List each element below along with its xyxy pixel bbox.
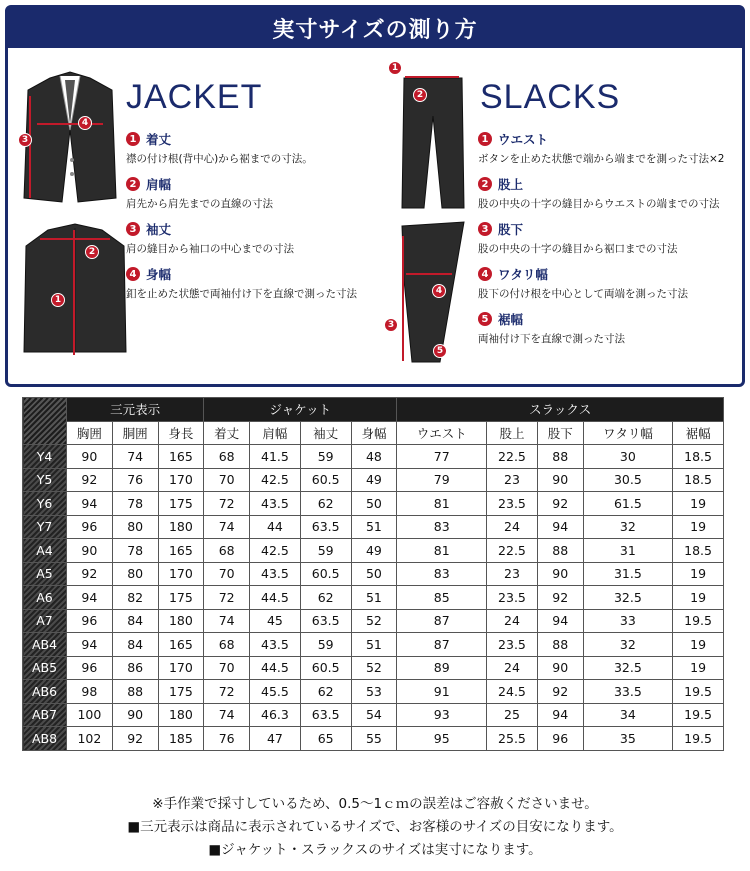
- table-cell: 88: [112, 680, 158, 704]
- jacket-item: [126, 265, 357, 301]
- column-header: ウエスト: [397, 421, 487, 445]
- table-cell: 19: [673, 656, 724, 680]
- table-cell: 51: [351, 515, 397, 539]
- slacks-side-marker-3: 5: [433, 344, 447, 358]
- table-cell: 170: [158, 562, 204, 586]
- table-cell: 100: [67, 703, 113, 727]
- table-cell: 92: [537, 680, 583, 704]
- table-cell: 30: [583, 445, 673, 469]
- table-cell: 83: [397, 515, 487, 539]
- table-cell: 23: [487, 468, 538, 492]
- table-cell: 59: [300, 445, 351, 469]
- size-table: [22, 397, 724, 751]
- slacks-front-marker-1: 1: [388, 61, 402, 75]
- table-cell: 74: [204, 703, 250, 727]
- table-cell: 35: [583, 727, 673, 751]
- table-cell: 89: [397, 656, 487, 680]
- size-label: AB8: [23, 727, 67, 751]
- table-cell: 32.5: [583, 586, 673, 610]
- table-cell: 93: [397, 703, 487, 727]
- table-row: [23, 609, 724, 633]
- table-cell: 88: [537, 539, 583, 563]
- table-cell: 94: [537, 515, 583, 539]
- item-description: 肩先から肩先までの直線の寸法: [126, 198, 273, 210]
- table-cell: 62: [300, 492, 351, 516]
- table-cell: 180: [158, 703, 204, 727]
- table-cell: 54: [351, 703, 397, 727]
- column-header: 股上: [487, 421, 538, 445]
- slacks-item: [478, 265, 724, 301]
- item-description: 釦を止めた状態で両袖付け下を直線で測った寸法: [126, 288, 357, 300]
- jacket-title: JACKET: [126, 78, 263, 116]
- table-group-header-row: [23, 398, 724, 422]
- table-cell: 55: [351, 727, 397, 751]
- table-row: [23, 468, 724, 492]
- jacket-back-icon: [20, 220, 130, 358]
- table-cell: 60.5: [300, 562, 351, 586]
- table-cell: 44.5: [250, 586, 301, 610]
- table-cell: 180: [158, 609, 204, 633]
- size-label: AB5: [23, 656, 67, 680]
- item-name: 肩幅: [146, 177, 172, 192]
- group-header: ジャケット: [204, 398, 397, 422]
- size-label: A5: [23, 562, 67, 586]
- table-cell: 19.5: [673, 703, 724, 727]
- column-header: 裾幅: [673, 421, 724, 445]
- table-cell: 34: [583, 703, 673, 727]
- table-row: [23, 703, 724, 727]
- table-cell: 92: [537, 492, 583, 516]
- item-number-badge: 4: [478, 267, 492, 281]
- item-description: 肩の縫目から袖口の中心までの寸法: [126, 243, 294, 255]
- item-name: 着丈: [146, 132, 172, 147]
- table-cell: 175: [158, 680, 204, 704]
- table-cell: 18.5: [673, 468, 724, 492]
- size-label: Y7: [23, 515, 67, 539]
- table-cell: 83: [397, 562, 487, 586]
- table-cell: 61.5: [583, 492, 673, 516]
- table-cell: 175: [158, 492, 204, 516]
- table-cell: 22.5: [487, 445, 538, 469]
- table-cell: 165: [158, 539, 204, 563]
- column-header: 袖丈: [300, 421, 351, 445]
- table-cell: 68: [204, 445, 250, 469]
- table-cell: 43.5: [250, 492, 301, 516]
- table-cell: 82: [112, 586, 158, 610]
- slacks-title: SLACKS: [480, 78, 621, 116]
- table-cell: 80: [112, 515, 158, 539]
- table-cell: 90: [67, 539, 113, 563]
- item-description: 股下の付け根を中心として両端を測った寸法: [478, 288, 688, 300]
- slacks-front-marker-2: 2: [413, 88, 427, 102]
- table-cell: 76: [112, 468, 158, 492]
- table-row: [23, 492, 724, 516]
- table-cell: 23: [487, 562, 538, 586]
- table-cell: 32.5: [583, 656, 673, 680]
- table-cell: 96: [67, 656, 113, 680]
- slacks-front-icon: [398, 76, 468, 211]
- table-cell: 76: [204, 727, 250, 751]
- table-cell: 98: [67, 680, 113, 704]
- table-cell: 96: [67, 609, 113, 633]
- jacket-back-marker-2: 1: [51, 293, 65, 307]
- column-header: 股下: [537, 421, 583, 445]
- item-description: 股の中央の十字の縫目からウエストの端までの寸法: [478, 198, 720, 210]
- table-row: [23, 727, 724, 751]
- slacks-side-marker-1: 4: [432, 284, 446, 298]
- table-cell: 74: [112, 445, 158, 469]
- table-cell: 165: [158, 445, 204, 469]
- column-header: 肩幅: [250, 421, 301, 445]
- guide-title: 実寸サイズの測り方: [8, 8, 742, 48]
- jacket-item: [126, 220, 357, 256]
- table-cell: 74: [204, 515, 250, 539]
- table-cell: 59: [300, 539, 351, 563]
- table-cell: 23.5: [487, 586, 538, 610]
- table-cell: 90: [67, 445, 113, 469]
- jacket-items: [126, 130, 357, 310]
- table-cell: 46.3: [250, 703, 301, 727]
- item-description: ボタンを止めた状態で端から端までを測った寸法×2: [478, 153, 725, 165]
- table-row: [23, 680, 724, 704]
- table-cell: 62: [300, 680, 351, 704]
- jacket-front-marker-2: 4: [78, 116, 92, 130]
- column-header: 身長: [158, 421, 204, 445]
- table-cell: 32: [583, 515, 673, 539]
- size-label: AB7: [23, 703, 67, 727]
- jacket-back-marker-1: 2: [85, 245, 99, 259]
- table-cell: 24.5: [487, 680, 538, 704]
- table-row: [23, 445, 724, 469]
- table-cell: 31: [583, 539, 673, 563]
- table-cell: 90: [537, 468, 583, 492]
- table-cell: 70: [204, 468, 250, 492]
- table-cell: 170: [158, 468, 204, 492]
- table-cell: 84: [112, 609, 158, 633]
- table-cell: 41.5: [250, 445, 301, 469]
- table-cell: 25: [487, 703, 538, 727]
- item-number-badge: 4: [126, 267, 140, 281]
- table-cell: 180: [158, 515, 204, 539]
- table-cell: 94: [537, 703, 583, 727]
- size-label: Y4: [23, 445, 67, 469]
- table-cell: 33.5: [583, 680, 673, 704]
- table-cell: 88: [537, 633, 583, 657]
- table-cell: 78: [112, 539, 158, 563]
- item-name: ワタリ幅: [498, 267, 548, 282]
- table-cell: 63.5: [300, 703, 351, 727]
- table-cell: 77: [397, 445, 487, 469]
- column-header: 身幅: [351, 421, 397, 445]
- table-cell: 22.5: [487, 539, 538, 563]
- group-header: スラックス: [397, 398, 724, 422]
- slacks-item: [478, 130, 724, 166]
- table-cell: 63.5: [300, 515, 351, 539]
- jacket-item: [126, 130, 357, 166]
- table-cell: 45: [250, 609, 301, 633]
- table-cell: 94: [67, 492, 113, 516]
- table-cell: 65: [300, 727, 351, 751]
- table-cell: 53: [351, 680, 397, 704]
- column-header: 着丈: [204, 421, 250, 445]
- table-cell: 90: [537, 562, 583, 586]
- table-body: [23, 445, 724, 751]
- size-label: AB6: [23, 680, 67, 704]
- table-row: [23, 539, 724, 563]
- column-header: 胸囲: [67, 421, 113, 445]
- table-cell: 84: [112, 633, 158, 657]
- table-cell: 24: [487, 515, 538, 539]
- table-cell: 33: [583, 609, 673, 633]
- item-name: 身幅: [146, 267, 172, 282]
- column-header: ワタリ幅: [583, 421, 673, 445]
- size-label: Y5: [23, 468, 67, 492]
- table-cell: 63.5: [300, 609, 351, 633]
- table-cell: 72: [204, 680, 250, 704]
- size-label: Y6: [23, 492, 67, 516]
- table-cell: 170: [158, 656, 204, 680]
- note-line: ■ジャケット・スラックスのサイズは実寸になります。: [208, 842, 542, 858]
- table-cell: 24: [487, 609, 538, 633]
- slacks-item: [478, 310, 724, 346]
- table-cell: 19: [673, 586, 724, 610]
- table-cell: 68: [204, 539, 250, 563]
- size-label: A4: [23, 539, 67, 563]
- group-header: 三元表示: [67, 398, 204, 422]
- table-cell: 19: [673, 633, 724, 657]
- table-cell: 18.5: [673, 445, 724, 469]
- item-name: 股上: [498, 177, 524, 192]
- table-cell: 81: [397, 539, 487, 563]
- item-description: 股の中央の十字の縫目から裾口までの寸法: [478, 243, 678, 255]
- table-cell: 30.5: [583, 468, 673, 492]
- table-cell: 43.5: [250, 633, 301, 657]
- table-cell: 23.5: [487, 492, 538, 516]
- table-cell: 51: [351, 633, 397, 657]
- table-row: [23, 586, 724, 610]
- item-name: 袖丈: [146, 222, 172, 237]
- table-cell: 94: [67, 586, 113, 610]
- jacket-front-icon: [20, 70, 120, 205]
- table-cell: 92: [67, 468, 113, 492]
- item-number-badge: 3: [478, 222, 492, 236]
- table-cell: 90: [112, 703, 158, 727]
- table-cell: 96: [67, 515, 113, 539]
- table-cell: 78: [112, 492, 158, 516]
- table-cell: 95: [397, 727, 487, 751]
- table-cell: 91: [397, 680, 487, 704]
- item-number-badge: 3: [126, 222, 140, 236]
- table-cell: 59: [300, 633, 351, 657]
- table-cell: 43.5: [250, 562, 301, 586]
- table-cell: 175: [158, 586, 204, 610]
- table-cell: 96: [537, 727, 583, 751]
- table-cell: 19: [673, 492, 724, 516]
- table-column-header-row: [23, 421, 724, 445]
- table-cell: 81: [397, 492, 487, 516]
- table-cell: 90: [537, 656, 583, 680]
- table-cell: 48: [351, 445, 397, 469]
- table-cell: 102: [67, 727, 113, 751]
- table-cell: 23.5: [487, 633, 538, 657]
- table-cell: 87: [397, 633, 487, 657]
- table-cell: 72: [204, 586, 250, 610]
- table-cell: 49: [351, 539, 397, 563]
- table-cell: 25.5: [487, 727, 538, 751]
- size-label: AB4: [23, 633, 67, 657]
- table-row: [23, 515, 724, 539]
- table-cell: 52: [351, 656, 397, 680]
- item-number-badge: 5: [478, 312, 492, 326]
- table-cell: 94: [537, 609, 583, 633]
- table-cell: 50: [351, 562, 397, 586]
- table-cell: 42.5: [250, 468, 301, 492]
- table-row: [23, 656, 724, 680]
- jacket-item: [126, 175, 357, 211]
- table-cell: 19: [673, 515, 724, 539]
- table-row: [23, 562, 724, 586]
- table-cell: 185: [158, 727, 204, 751]
- table-cell: 49: [351, 468, 397, 492]
- column-header: 胴囲: [112, 421, 158, 445]
- item-name: 裾幅: [498, 312, 524, 327]
- table-cell: 68: [204, 633, 250, 657]
- table-cell: 42.5: [250, 539, 301, 563]
- table-corner: [23, 398, 67, 445]
- table-cell: 52: [351, 609, 397, 633]
- table-cell: 62: [300, 586, 351, 610]
- jacket-front-marker-1: 3: [18, 133, 32, 147]
- table-cell: 79: [397, 468, 487, 492]
- table-cell: 60.5: [300, 656, 351, 680]
- slacks-item: [478, 220, 724, 256]
- table-cell: 88: [537, 445, 583, 469]
- item-name: 股下: [498, 222, 524, 237]
- table-cell: 70: [204, 656, 250, 680]
- item-description: 襟の付け根(背中心)から裾までの寸法。: [126, 153, 313, 165]
- table-cell: 45.5: [250, 680, 301, 704]
- note-line: ■三元表示は商品に表示されているサイズで、お客様のサイズの目安になります。: [127, 819, 623, 835]
- item-number-badge: 2: [478, 177, 492, 191]
- table-cell: 87: [397, 609, 487, 633]
- table-cell: 44.5: [250, 656, 301, 680]
- table-cell: 92: [67, 562, 113, 586]
- table-cell: 92: [112, 727, 158, 751]
- table-cell: 60.5: [300, 468, 351, 492]
- table-cell: 74: [204, 609, 250, 633]
- notes: [0, 793, 750, 862]
- table-cell: 86: [112, 656, 158, 680]
- size-label: A6: [23, 586, 67, 610]
- size-label: A7: [23, 609, 67, 633]
- slacks-items: [478, 130, 724, 355]
- item-number-badge: 2: [126, 177, 140, 191]
- table-cell: 19.5: [673, 609, 724, 633]
- item-number-badge: 1: [126, 132, 140, 146]
- table-cell: 19.5: [673, 680, 724, 704]
- table-cell: 31.5: [583, 562, 673, 586]
- table-row: [23, 633, 724, 657]
- item-description: 両袖付け下を直線で測った寸法: [478, 333, 625, 345]
- table-cell: 70: [204, 562, 250, 586]
- item-name: ウエスト: [498, 132, 549, 147]
- table-cell: 92: [537, 586, 583, 610]
- table-cell: 50: [351, 492, 397, 516]
- slacks-item: [478, 175, 724, 211]
- note-line: ※手作業で採寸しているため、0.5〜1ｃｍの誤差はご容赦くださいませ。: [152, 796, 598, 812]
- table-cell: 94: [67, 633, 113, 657]
- table-cell: 85: [397, 586, 487, 610]
- table-cell: 18.5: [673, 539, 724, 563]
- table-cell: 47: [250, 727, 301, 751]
- slacks-side-marker-2: 3: [384, 318, 398, 332]
- measurement-guide: [5, 5, 745, 387]
- table-cell: 44: [250, 515, 301, 539]
- table-cell: 51: [351, 586, 397, 610]
- table-cell: 19.5: [673, 727, 724, 751]
- table-cell: 24: [487, 656, 538, 680]
- table-cell: 165: [158, 633, 204, 657]
- item-number-badge: 1: [478, 132, 492, 146]
- table-cell: 19: [673, 562, 724, 586]
- table-cell: 32: [583, 633, 673, 657]
- table-cell: 80: [112, 562, 158, 586]
- table-cell: 72: [204, 492, 250, 516]
